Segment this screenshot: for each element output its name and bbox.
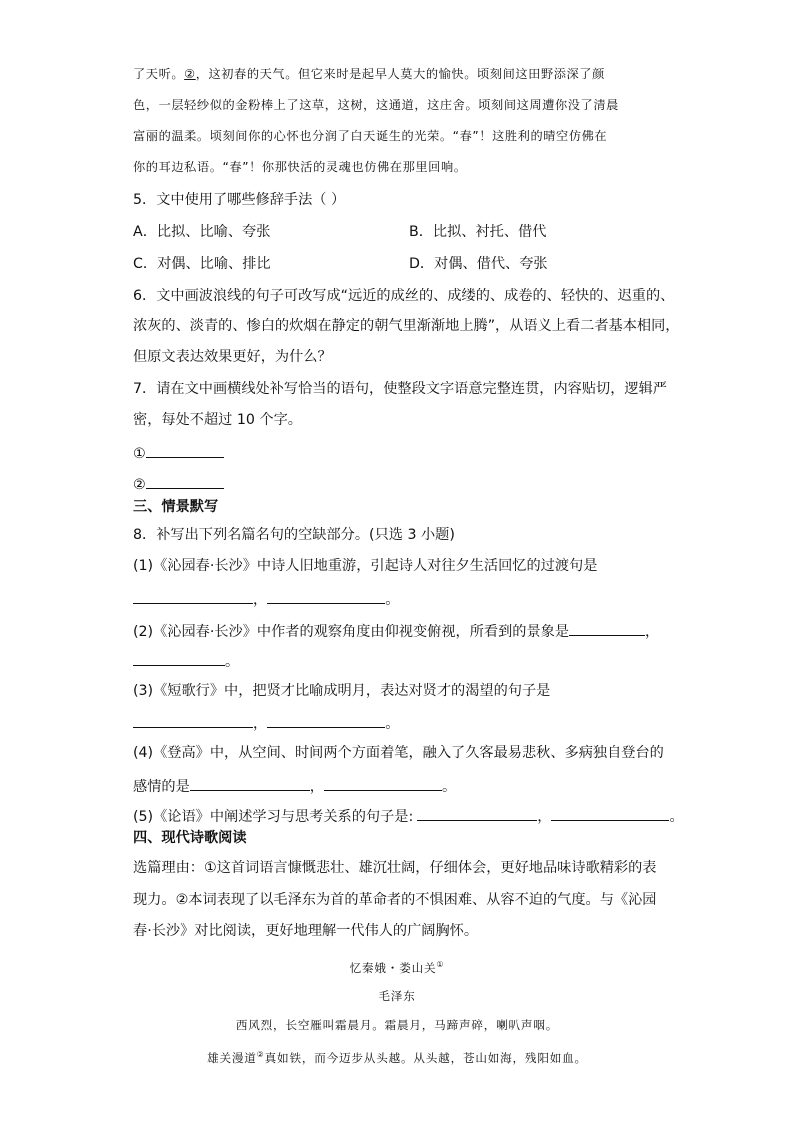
- period: 。: [669, 809, 684, 825]
- q5-option-c[interactable]: C．对偶、比喻、排比: [133, 256, 271, 272]
- passage-line-1: [133, 64, 605, 84]
- comma: ，: [253, 592, 268, 608]
- q8-item-5-text: (5)《论语》中阐述学习与思考关系的句子是:: [133, 809, 414, 825]
- poem-title: [0, 955, 794, 978]
- q6-line-2: 浓灰的、淡青的、惨白的炊烟在静定的朝气里渐渐地上腾”，从语义上看二者基本相同，: [133, 318, 680, 334]
- passage-line-4: 你的耳边私语。“春”！你那快活的灵魂也仿佛在那里回响。: [133, 160, 467, 174]
- reason-line-3: 春·长沙》对比阅读，更好地理解一代伟人的广阔胸怀。: [133, 923, 479, 939]
- footnote-marker: ②: [256, 1050, 265, 1059]
- q8-item-2-text: (2)《沁园春·长沙》中作者的观察角度由仰视变俯视，所看到的景象是: [133, 624, 570, 640]
- period: 。: [225, 654, 240, 670]
- footnote-marker: ①: [436, 960, 445, 969]
- blank-marker-2: ②: [184, 67, 196, 81]
- passage-line-2: 色，一层轻纱似的金粉棒上了这草，这树，这通道，这庄舍。顷刻间这周遭你没了清晨: [133, 98, 619, 112]
- comma: ，: [645, 624, 660, 640]
- q8-item-3: (3)《短歌行》中，把贤才比喻成明月，表达对贤才的渴望的句子是: [133, 683, 551, 699]
- q8-item-1: (1)《沁园春·长沙》中诗人旧地重游，引起诗人对往夕生活回忆的过渡句是: [133, 558, 598, 574]
- poem-line-1: 西风烈，长空雁叫霜晨月。霜晨月，马蹄声碎，喇叭声咽。: [235, 1018, 559, 1032]
- poem-line-2-a: 雄关漫道: [207, 1050, 257, 1065]
- section4-heading: 四、现代诗歌阅读: [133, 830, 247, 846]
- q7-blank-2[interactable]: [146, 473, 224, 489]
- poem-line-2-b: 真如铁，而今迈步从头越。从头越，苍山如海，残阳如血。: [264, 1050, 587, 1065]
- q7-blank-2-label: ②: [133, 477, 146, 493]
- q8-item-1-answer: [133, 588, 399, 610]
- q7-blank-1[interactable]: [146, 442, 224, 458]
- period: 。: [385, 716, 400, 732]
- reason-line-1: 选篇理由：①这首词语言慷慨悲壮、雄沉壮阔，仔细体会，更好地品味诗歌精彩的表: [133, 860, 657, 876]
- q7-line-1: 7．请在文中画横线处补写恰当的语句，使整段文字语意完整连贯，内容贴切，逻辑严: [133, 381, 667, 397]
- q8-item-1-blank-1[interactable]: [133, 588, 253, 604]
- poem-title-text: 忆秦娥・娄山关: [349, 960, 437, 975]
- comma: ，: [253, 716, 268, 732]
- q8-item-4-text: 感情的是: [133, 779, 190, 795]
- q8-item-4-line-2: [133, 775, 456, 797]
- q6-line-1: 6．文中画波浪线的句子可改写成“远近的成丝的、成缕的、成卷的、轻快的、迟重的、: [133, 288, 675, 304]
- passage-text: ，这初春的天气。但它来时是起早人莫大的愉快。顷刻间这田野添深了颜: [195, 67, 605, 81]
- period: 。: [385, 592, 400, 608]
- q8-item-5: [133, 805, 684, 827]
- passage-text: 了天听。: [133, 67, 185, 81]
- period: 。: [441, 779, 457, 795]
- q7-blank-2-row: [133, 473, 224, 495]
- poem-line-2: [0, 1045, 794, 1068]
- q5-stem: 5．文中使用了哪些修辞手法（ ）: [133, 192, 346, 208]
- comma: ，: [537, 809, 552, 825]
- q8-item-2-answer: [133, 650, 239, 672]
- q8-item-4-blank-2[interactable]: [324, 775, 442, 791]
- q8-item-5-blank-2[interactable]: [551, 805, 669, 821]
- q7-blank-1-row: [133, 442, 224, 464]
- q8-stem: 8．补写出下列名篇名句的空缺部分。(只选 3 小题): [133, 527, 455, 543]
- section3-heading: 三、情景默写: [133, 499, 219, 515]
- q8-item-2-blank-1[interactable]: [569, 620, 645, 636]
- q7-line-2: 密，每处不超过 10 个字。: [133, 412, 302, 428]
- q7-blank-1-label: ①: [133, 446, 146, 462]
- q5-option-a[interactable]: A．比拟、比喻、夸张: [133, 224, 271, 240]
- q8-item-2-blank-2[interactable]: [133, 650, 225, 666]
- q5-option-b[interactable]: B．比拟、衬托、借代: [409, 224, 547, 240]
- q8-item-3-answer: [133, 712, 399, 734]
- comma: ，: [309, 779, 324, 795]
- q8-item-3-blank-2[interactable]: [267, 712, 385, 728]
- q8-item-2: [133, 620, 659, 642]
- q8-item-1-blank-2[interactable]: [267, 588, 385, 604]
- q8-item-4-line-1: (4)《登高》中，从空间、时间两个方面着笔，融入了久客最易悲秋、多病独自登台的: [133, 745, 664, 761]
- q8-item-4-blank-1[interactable]: [190, 775, 310, 791]
- passage-line-3: 富丽的温柔。顷刻间你的心怀也分润了白天诞生的光荣。“春”！这胜利的晴空仿佛在: [133, 129, 608, 143]
- poem-author: 毛泽东: [378, 989, 416, 1003]
- reason-line-2: 现力。②本词表现了以毛泽东为首的革命者的不惧困难、从容不迫的气度。与《沁园: [133, 892, 657, 908]
- q6-line-3: 但原文表达效果更好，为什么？: [133, 349, 332, 365]
- q5-option-d[interactable]: D．对偶、借代、夸张: [409, 256, 548, 272]
- q8-item-5-blank-1[interactable]: [417, 805, 537, 821]
- q8-item-3-blank-1[interactable]: [133, 712, 253, 728]
